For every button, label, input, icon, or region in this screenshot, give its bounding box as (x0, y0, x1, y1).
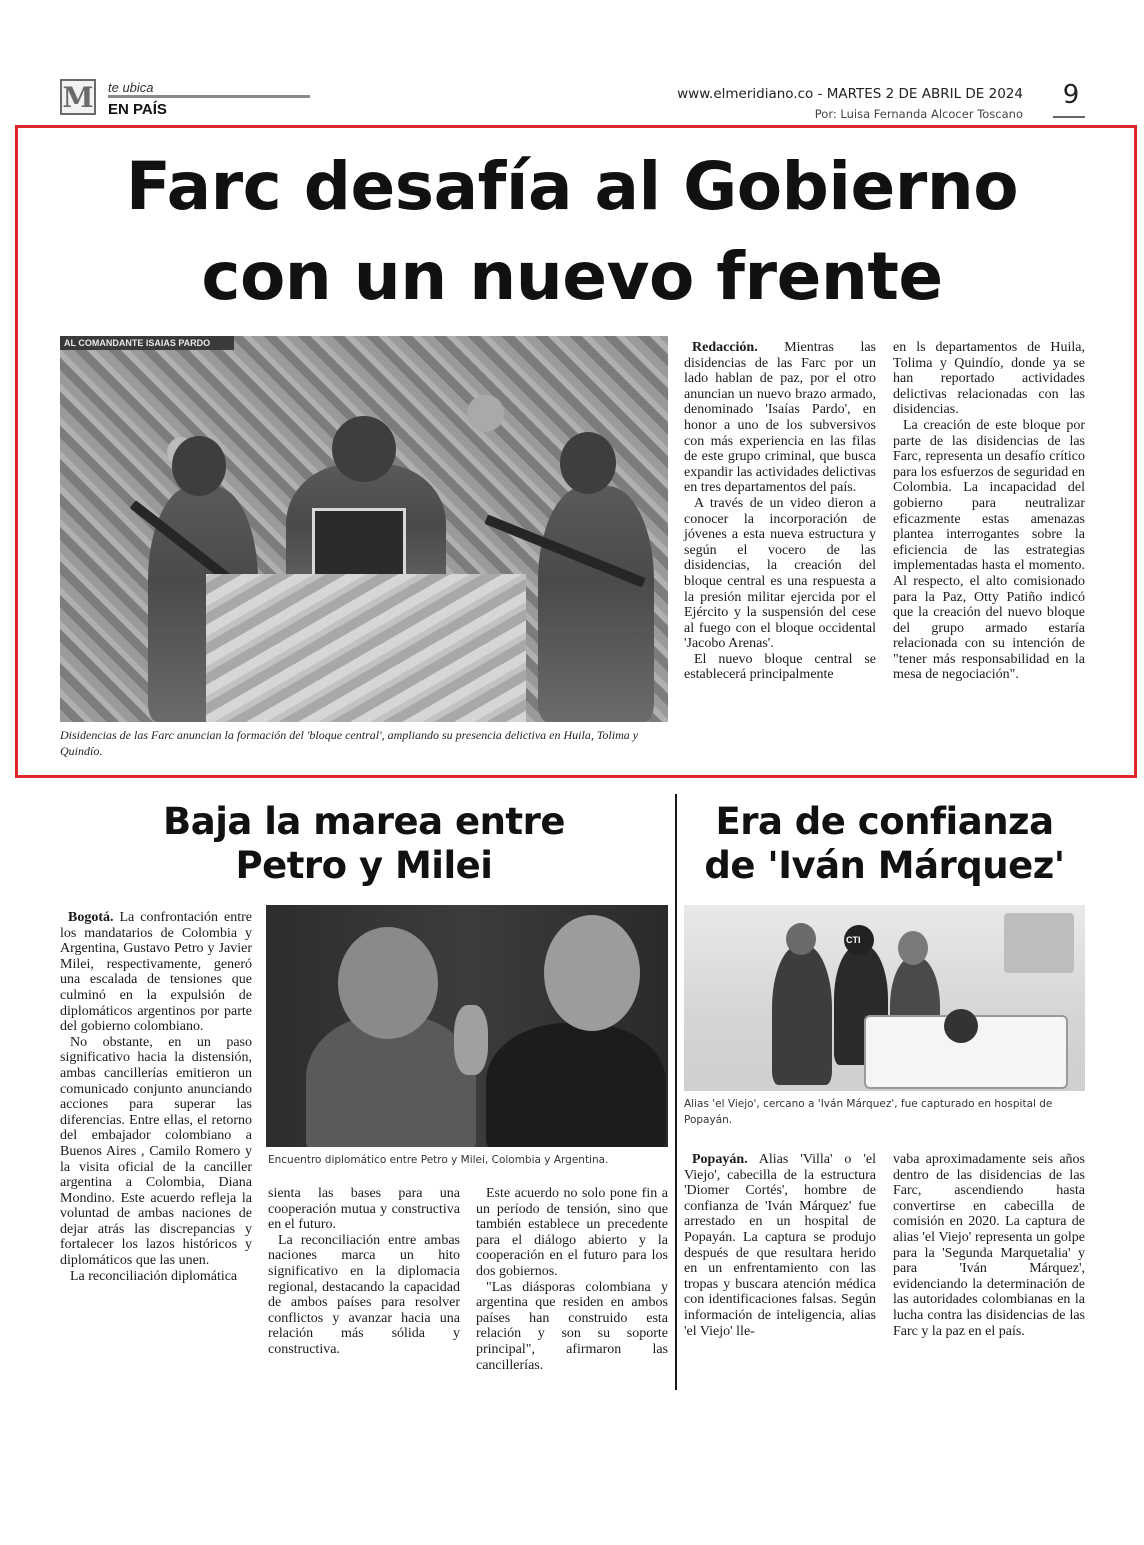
hospital-photo (684, 905, 1085, 1091)
petro-head (338, 927, 438, 1039)
main-paragraph-2: A través de un video dieron a conocer la incorporación de jóvenes a esta nueva estructura y según el vocero de las disidencias, la creación del bloque central es una respuesta a la presión militar ejercida por el Ejército y la suspensión del cese al fuego con el bloque occidental 'Jacobo Arenas'. (684, 495, 876, 652)
tagline: te ubica (108, 80, 154, 95)
right-guerrilla-figure (538, 486, 654, 722)
officer-head (786, 923, 816, 955)
right-figure-head (560, 432, 616, 494)
marquez-column-2 (893, 1152, 1085, 1339)
center-figure-head (332, 416, 396, 482)
farc-video-photo (60, 336, 668, 722)
main-story-column-2 (893, 340, 1085, 683)
petro-photo-caption: Encuentro diplomático entre Petro y Milei, Colombia y Argentina. (268, 1154, 609, 1166)
officer-silhouette (772, 945, 832, 1085)
petro-paragraph-7: "Las diásporas colombiana y argentina que residen en ambos países han construido esta relación y son su soporte principal", afirmaron las cancillerías. (476, 1279, 668, 1373)
logo-letter: M (62, 80, 94, 114)
petro-paragraph-1-text: La confrontación entre los mandatarios de Colombia y Argentina, Gustavo Petro y Javier Milei, respectivamente, generó una escalada de tensiones que culminó en la expulsión de diplomáticos argentinos por parte del gobierno colombiano. (60, 910, 252, 1035)
laptop (312, 508, 406, 582)
patient-head (944, 1009, 978, 1043)
petro-column-3 (476, 1186, 668, 1373)
marquez-headline (684, 800, 1085, 888)
petro-paragraph-5: La reconciliación entre ambas naciones marca un hito significativo en la diplomacia regional, destacando la capacidad de ambos países para resolver conflictos y avanzar hacia una relación más sólida y constructiva. (268, 1232, 460, 1357)
main-paragraph-1-text: Mientras las disidencias de las Farc por un lado hablan de paz, por el otro anuncian un nuevo brazo armado, denominado 'Isaías Pardo', en honor a uno de los subversivos con más experiencia en las filas de este grupo criminal, que busca expandir las actividades delictivas en tres departamentos del país. (684, 340, 876, 496)
petro-paragraph-1 (60, 910, 252, 1035)
marquez-paragraph-1-text: Alias 'Villa' o 'el Viejo', cabecilla de la estructura 'Diomer Cortés', hombre de confianza de 'Iván Márquez' fue arrestado en un hospital de Popayán. La captura se produjo después de que resultara herido en un enfrentamiento con las tropas y buscara atención médica con identificaciones falsas. Según información de inteligencia, alias 'el Viejo' lle- (684, 1152, 876, 1339)
petro-headline-line-2: Petro y Milei (235, 844, 493, 887)
newspaper-logo[interactable] (60, 79, 96, 115)
petro-paragraph-4: sienta las bases para una cooperación mutua y constructiva en el futuro. (268, 1186, 460, 1233)
main-paragraph-5: La creación de este bloque por parte de las disidencias de las Farc, representa un desafío crítico para los esfuerzos de seguridad en Colombia. La incapacidad del gobierno para neutralizar eficazmente estas amenazas plantea interrogantes sobre la eficiencia de las estrategias implementadas hasta el momento. Al respecto, el alto comisionado para la Paz, Otty Patiño indicó que la creación del nuevo bloque del grupo armado estaría relacionada con su intención de "tener más responsabilidad en la mesa de negociación". (893, 417, 1085, 683)
milei-silhouette (486, 1023, 666, 1147)
raised-hand (454, 1005, 488, 1075)
main-headline-line-2: con un nuevo frente (201, 238, 943, 315)
marquez-paragraph-2: vaba aproximadamente seis años dentro de las disidencias de las Farc, ascendiendo hasta convertirse en cabecilla de comisión en 2020. La captura de alias 'el Viejo' representa un golpe para la 'Segunda Marquetalia' y para 'Iván Márquez', evidenciando la determinación de las autoridades colombianas en la lucha contra las disidencias de las Farc y la paz en el país. (893, 1152, 1085, 1339)
page-number-rule (1053, 116, 1085, 118)
marquez-photo-caption: Alias 'el Viejo', cercano a 'Iván Márquez', fue capturado en hospital de Popayán. (684, 1098, 1053, 1126)
dateline: www.elmeridiano.co - MARTES 2 DE ABRIL DE 2024 (677, 86, 1023, 102)
petro-column-1 (60, 910, 252, 1284)
main-paragraph-3: El nuevo bloque central se establecerá principalmente (684, 651, 876, 683)
camouflage-table (206, 574, 526, 722)
petro-column-2 (268, 1186, 460, 1358)
petro-lead: Bogotá. (68, 910, 114, 925)
main-story-column-1 (684, 340, 876, 683)
marquez-paragraph-1 (684, 1152, 876, 1339)
header-rule (108, 95, 310, 98)
main-lead: Redacción. (692, 340, 758, 355)
main-headline-line-1: Farc desafía al Gobierno (125, 148, 1019, 225)
main-headline (20, 142, 1124, 322)
petro-paragraph-3: La reconciliación diplomática (70, 1268, 238, 1284)
petro-milei-headline (60, 800, 668, 888)
petro-paragraph-2: No obstante, en un paso significativo hacia la distensión, ambas cancillerías emitieron un comunicado conjunto anunciando acciones para superar las diferencias. Entre ellas, el retorno del embajador colombiano a Buenos Aires , Camilo Romero y la visita oficial de la canciller argentina a Colombia, Diana Mondino. Este acuerdo refleja la voluntad de ambas naciones de dejar atrás las discrepancias y fortalecer los lazos históricos y diplomáticos que las unen. (60, 1034, 252, 1269)
marquez-lead: Popayán. (692, 1152, 748, 1167)
page-number: 9 (1062, 80, 1080, 110)
petro-milei-photo (266, 905, 668, 1147)
marquez-headline-line-2: de 'Iván Márquez' (704, 844, 1065, 887)
main-photo-caption: Disidencias de las Farc anuncian la formación del 'bloque central', ampliando su presencia delictiva en Huila, Tolima y Quindío. (60, 728, 639, 758)
byline: Por: Luisa Fernanda Alcocer Toscano (814, 107, 1023, 121)
section-label: EN PAÍS (108, 101, 167, 118)
monitor-equipment (1004, 913, 1074, 973)
milei-head (544, 915, 640, 1031)
column-divider (675, 794, 677, 1390)
cti-badge: CTI (846, 935, 861, 945)
petro-headline-line-1: Baja la marea entre (163, 800, 565, 843)
photo-banner: AL COMANDANTE ISAIAS PARDO (60, 336, 234, 350)
main-paragraph-4: en ls departamentos de Huila, Tolima y Quindío, donde ya se han reportado actividades delictivas relacionadas con las disidencias. (893, 340, 1085, 418)
marquez-headline-line-1: Era de confianza (715, 800, 1054, 843)
petro-paragraph-6: Este acuerdo no solo pone fin a un período de tensión, sino que también establece un precedente para el diálogo abierto y la cooperación en el futuro para los dos gobiernos. (476, 1186, 668, 1279)
marquez-column-1 (684, 1152, 876, 1339)
woman-head (898, 931, 928, 965)
main-paragraph-1 (684, 340, 876, 496)
left-figure-head (172, 436, 226, 496)
